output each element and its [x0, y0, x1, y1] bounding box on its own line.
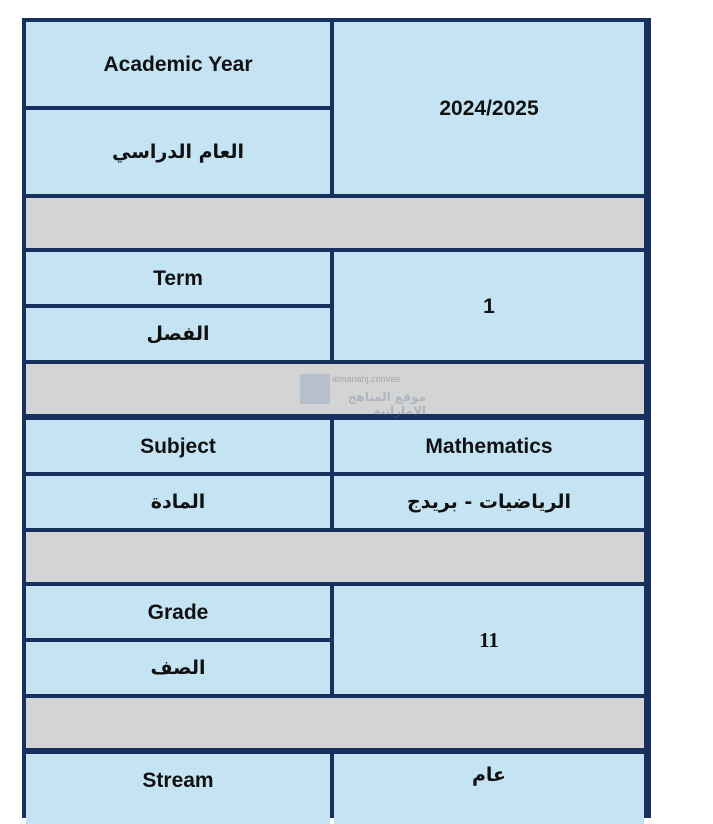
subject-value-en: Mathematics: [334, 420, 644, 472]
cover-info-table: [22, 18, 651, 818]
watermark-site: almanahj.com/ae: [332, 374, 401, 384]
grade-label-ar: الصف: [26, 642, 330, 694]
watermark-name: موقع المناهج الإماراتية: [347, 390, 426, 418]
term-label-ar: الفصل: [26, 308, 330, 360]
grade-value: 11: [334, 586, 644, 694]
separator-row: [26, 364, 644, 414]
academic-year-label-en: Academic Year: [26, 22, 330, 106]
separator-row: [26, 198, 644, 248]
term-value: 1: [334, 252, 644, 360]
stream-value-ar: عام: [334, 754, 644, 824]
stream-label-en: Stream: [26, 754, 330, 824]
academic-year-label-ar: العام الدراسي: [26, 110, 330, 194]
term-label-en: Term: [26, 252, 330, 304]
grade-label-en: Grade: [26, 586, 330, 638]
subject-label-ar: المادة: [26, 476, 330, 528]
separator-row: [26, 532, 644, 582]
academic-year-value: 2024/2025: [334, 22, 644, 194]
separator-row: [26, 698, 644, 748]
subject-value-ar: الرياضيات - بريدج: [334, 476, 644, 528]
subject-label-en: Subject: [26, 420, 330, 472]
